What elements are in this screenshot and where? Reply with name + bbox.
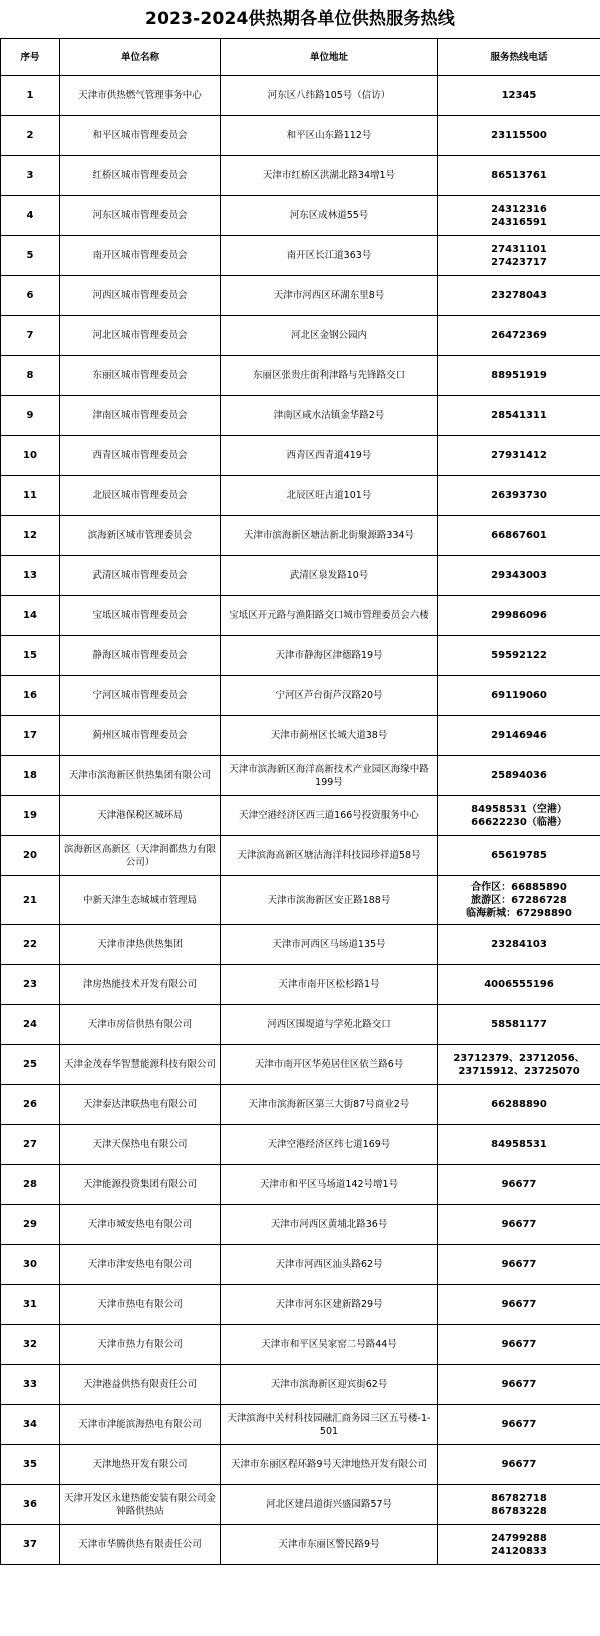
unit-address: 天津市南开区华苑居住区依兰路6号 [221,1045,438,1085]
phone-number: 23115500 [491,130,547,141]
unit-address: 北辰区旺古道101号 [221,476,438,516]
unit-name: 天津市房信供热有限公司 [60,1005,221,1045]
hotline-phone [438,356,600,396]
unit-address: 天津市滨海新区海洋高新技术产业园区海缘中路199号 [221,756,438,796]
unit-name: 滨海新区高新区（天津润都热力有限公司） [60,836,221,876]
unit-address: 南开区长江道363号 [221,236,438,276]
hotline-phone [438,1245,600,1285]
table-row [1,1405,600,1445]
hotline-phone [438,556,600,596]
row-number: 12 [1,516,60,556]
row-number: 10 [1,436,60,476]
table-row [1,196,600,236]
hotline-phone [438,796,600,836]
hotline-phone [438,1525,600,1565]
hotline-phone [438,1485,600,1525]
row-number: 27 [1,1125,60,1165]
hotline-phone [438,1285,600,1325]
unit-name: 北辰区城市管理委员会 [60,476,221,516]
unit-address: 天津空港经济区西三道166号投资服务中心 [221,796,438,836]
unit-name: 西青区城市管理委员会 [60,436,221,476]
table-row [1,1485,600,1525]
unit-address: 天津空港经济区纬七道169号 [221,1125,438,1165]
unit-address: 天津市和平区马场道142号增1号 [221,1165,438,1205]
table-row [1,316,600,356]
table-row [1,1525,600,1565]
hotline-phone [438,876,600,925]
table-row [1,1005,600,1045]
table-row [1,1285,600,1325]
hotline-phone [438,396,600,436]
unit-address: 天津市和平区吴家窑二号路44号 [221,1325,438,1365]
unit-name: 津南区城市管理委员会 [60,396,221,436]
row-number: 30 [1,1245,60,1285]
phone-number: 12345 [501,90,537,101]
table-row [1,636,600,676]
hotline-phone [438,1405,600,1445]
phone-number: 27431101 [491,243,547,255]
phone-number: 合作区：66885890 [471,881,567,893]
row-number: 31 [1,1285,60,1325]
table-row [1,356,600,396]
unit-address: 河东区成林道55号 [221,196,438,236]
phone-number: 23284103 [491,939,547,950]
row-number: 17 [1,716,60,756]
hotline-phone [438,196,600,236]
hotline-phone [438,1085,600,1125]
header-no: 序号 [1,39,60,76]
table-row [1,756,600,796]
table-body [1,76,600,1565]
hotline-phone [438,1045,600,1085]
unit-address: 河东区八纬路105号（信访） [221,76,438,116]
table-row [1,76,600,116]
unit-name: 宁河区城市管理委员会 [60,676,221,716]
phone-number: 84958531 [491,1139,547,1150]
row-number: 15 [1,636,60,676]
row-number: 11 [1,476,60,516]
phone-number: 23712379、23712056、 [453,1052,585,1064]
unit-name: 津房热能技术开发有限公司 [60,965,221,1005]
table-header-row [1,39,600,76]
table-row [1,1205,600,1245]
unit-name: 静海区城市管理委员会 [60,636,221,676]
unit-name: 天津市供热燃气管理事务中心 [60,76,221,116]
unit-address: 宝坻区开元路与渔阳路交口城市管理委员会六楼 [221,596,438,636]
unit-name: 河西区城市管理委员会 [60,276,221,316]
page-title: 2023-2024供热期各单位供热服务热线 [145,9,455,29]
unit-address: 天津市河西区环湖东里8号 [221,276,438,316]
unit-address: 河西区围堤道与学苑北路交口 [221,1005,438,1045]
unit-address: 西青区西青道419号 [221,436,438,476]
unit-name: 河东区城市管理委员会 [60,196,221,236]
phone-number: 66288890 [491,1099,547,1110]
hotline-phone [438,436,600,476]
unit-address: 天津市河西区马场道135号 [221,925,438,965]
unit-address: 武清区泉发路10号 [221,556,438,596]
row-number: 26 [1,1085,60,1125]
unit-name: 天津市滨海新区供热集团有限公司 [60,756,221,796]
unit-address: 天津市蓟州区长城大道38号 [221,716,438,756]
unit-name: 滨海新区城市管理委员会 [60,516,221,556]
row-number: 14 [1,596,60,636]
hotline-phone [438,1325,600,1365]
row-number: 20 [1,836,60,876]
phone-number: 24799288 [491,1532,547,1544]
unit-name: 天津金茂春华智慧能源科技有限公司 [60,1045,221,1085]
unit-name: 武清区城市管理委员会 [60,556,221,596]
hotline-phone [438,1205,600,1245]
phone-number: 96677 [501,1459,537,1470]
phone-number: 65619785 [491,850,547,861]
unit-address: 津南区咸水沽镇金华路2号 [221,396,438,436]
table-row [1,1125,600,1165]
phone-number: 66867601 [491,530,547,541]
unit-name: 天津泰达津联热电有限公司 [60,1085,221,1125]
table-row [1,596,600,636]
unit-name: 天津港益供热有限责任公司 [60,1365,221,1405]
row-number: 23 [1,965,60,1005]
phone-number: 96677 [501,1299,537,1310]
phone-number: 29986096 [491,610,547,621]
unit-address: 天津市河西区汕头路62号 [221,1245,438,1285]
table-row [1,156,600,196]
unit-address: 天津市红桥区洪湖北路34增1号 [221,156,438,196]
phone-number: 96677 [501,1419,537,1430]
row-number: 29 [1,1205,60,1245]
row-number: 6 [1,276,60,316]
table-row [1,1445,600,1485]
phone-number: 27931412 [491,450,547,461]
phone-number: 24120833 [491,1545,547,1557]
row-number: 21 [1,876,60,925]
phone-number: 96677 [501,1339,537,1350]
phone-number: 86513761 [491,170,547,181]
hotline-phone [438,156,600,196]
table-row [1,236,600,276]
hotline-phone [438,476,600,516]
hotline-phone [438,236,600,276]
phone-number: 26393730 [491,490,547,501]
row-number: 36 [1,1485,60,1525]
table-row [1,1245,600,1285]
hotline-phone [438,716,600,756]
unit-address: 天津滨海中关村科技园融汇商务园三区五号楼-1-501 [221,1405,438,1445]
row-number: 33 [1,1365,60,1405]
hotline-phone [438,756,600,796]
unit-name: 南开区城市管理委员会 [60,236,221,276]
phone-number: 29146946 [491,730,547,741]
unit-address: 天津市东丽区程环路9号天津地热开发有限公司 [221,1445,438,1485]
row-number: 37 [1,1525,60,1565]
phone-number: 旅游区：67286728 [471,894,567,906]
table-row [1,1325,600,1365]
hotline-phone [438,636,600,676]
phone-number: 24316591 [491,216,547,228]
row-number: 5 [1,236,60,276]
table-row [1,116,600,156]
unit-name: 天津市热电有限公司 [60,1285,221,1325]
hotline-phone [438,76,600,116]
header-hotline: 服务热线电话 [438,39,600,76]
row-number: 3 [1,156,60,196]
row-number: 32 [1,1325,60,1365]
unit-name: 天津市津安热电有限公司 [60,1245,221,1285]
unit-address: 河北区建昌道街兴盛园路57号 [221,1485,438,1525]
row-number: 4 [1,196,60,236]
row-number: 13 [1,556,60,596]
table-row [1,276,600,316]
hotline-phone [438,965,600,1005]
unit-name: 天津开发区永建热能安装有限公司金钟路供热站 [60,1485,221,1525]
unit-name: 宝坻区城市管理委员会 [60,596,221,636]
phone-number: 27423717 [491,256,547,268]
unit-address: 天津市静海区津德路19号 [221,636,438,676]
phone-number: 58581177 [491,1019,547,1030]
hotline-phone [438,1365,600,1405]
phone-number: 96677 [501,1179,537,1190]
unit-address: 天津市河西区黄埔北路36号 [221,1205,438,1245]
unit-address: 东丽区张贵庄街利津路与先锋路交口 [221,356,438,396]
row-number: 22 [1,925,60,965]
row-number: 1 [1,76,60,116]
unit-address: 天津市河东区建新路29号 [221,1285,438,1325]
row-number: 7 [1,316,60,356]
table-row [1,396,600,436]
phone-number: 96677 [501,1219,537,1230]
row-number: 2 [1,116,60,156]
row-number: 8 [1,356,60,396]
row-number: 9 [1,396,60,436]
unit-name: 蓟州区城市管理委员会 [60,716,221,756]
phone-number: 86782718 [491,1492,547,1504]
phone-number: 59592122 [491,650,547,661]
table-row [1,476,600,516]
table-row [1,796,600,836]
unit-name: 天津市津能滨海热电有限公司 [60,1405,221,1445]
row-number: 35 [1,1445,60,1485]
hotline-phone [438,116,600,156]
table-row [1,716,600,756]
phone-number: 84958531（空港） [471,803,567,815]
unit-address: 天津市东丽区警民路9号 [221,1525,438,1565]
hotline-phone [438,836,600,876]
unit-name: 河北区城市管理委员会 [60,316,221,356]
unit-address: 天津滨海高新区塘沽海洋科技园珍祥道58号 [221,836,438,876]
row-number: 18 [1,756,60,796]
unit-name: 和平区城市管理委员会 [60,116,221,156]
unit-address: 天津市滨海新区迎宾街62号 [221,1365,438,1405]
unit-name: 天津地热开发有限公司 [60,1445,221,1485]
header-unit-name: 单位名称 [60,39,221,76]
hotline-phone [438,596,600,636]
table-row [1,836,600,876]
table-row [1,876,600,925]
phone-number: 4006555196 [484,979,554,990]
unit-address: 河北区金钢公园内 [221,316,438,356]
row-number: 24 [1,1005,60,1045]
unit-address: 天津市滨海新区安正路188号 [221,876,438,925]
unit-address: 和平区山东路112号 [221,116,438,156]
table-row [1,436,600,476]
phone-number: 25894036 [491,770,547,781]
unit-name: 东丽区城市管理委员会 [60,356,221,396]
table-row [1,1365,600,1405]
phone-number: 23715912、23725070 [458,1065,580,1077]
hotline-phone [438,1165,600,1205]
row-number: 25 [1,1045,60,1085]
phone-number: 66622230（临港） [471,816,567,828]
phone-number: 86783228 [491,1505,547,1517]
hotline-phone [438,316,600,356]
hotline-phone [438,276,600,316]
hotline-phone [438,1005,600,1045]
table-row [1,1165,600,1205]
row-number: 34 [1,1405,60,1445]
row-number: 28 [1,1165,60,1205]
table-row [1,965,600,1005]
table-row [1,556,600,596]
unit-address: 天津市滨海新区塘沽新北街聚源路334号 [221,516,438,556]
phone-number: 88951919 [491,370,547,381]
hotline-table [0,38,600,1565]
phone-number: 96677 [501,1259,537,1270]
header-unit-address: 单位地址 [221,39,438,76]
row-number: 19 [1,796,60,836]
phone-number: 临海新城：67298890 [466,907,572,919]
unit-name: 中新天津生态城城市管理局 [60,876,221,925]
table-row [1,925,600,965]
unit-name: 天津市津热供热集团 [60,925,221,965]
phone-number: 26472369 [491,330,547,341]
unit-address: 宁河区芦台街芦汉路20号 [221,676,438,716]
unit-name: 天津能源投资集团有限公司 [60,1165,221,1205]
table-row [1,1085,600,1125]
unit-address: 天津市南开区松杉路1号 [221,965,438,1005]
hotline-phone [438,676,600,716]
phone-number: 23278043 [491,290,547,301]
hotline-phone [438,925,600,965]
unit-name: 天津天保热电有限公司 [60,1125,221,1165]
phone-number: 28541311 [491,410,547,421]
phone-number: 69119060 [491,690,547,701]
table-row [1,516,600,556]
unit-name: 天津市华腾供热有限责任公司 [60,1525,221,1565]
unit-name: 天津市热力有限公司 [60,1325,221,1365]
unit-name: 天津港保税区城环局 [60,796,221,836]
unit-name: 红桥区城市管理委员会 [60,156,221,196]
table-row [1,1045,600,1085]
unit-name: 天津市城安热电有限公司 [60,1205,221,1245]
table-row [1,676,600,716]
phone-number: 24312316 [491,203,547,215]
hotline-phone [438,516,600,556]
unit-address: 天津市滨海新区第三大街87号商业2号 [221,1085,438,1125]
hotline-phone [438,1445,600,1485]
hotline-phone [438,1125,600,1165]
phone-number: 96677 [501,1379,537,1390]
phone-number: 29343003 [491,570,547,581]
row-number: 16 [1,676,60,716]
